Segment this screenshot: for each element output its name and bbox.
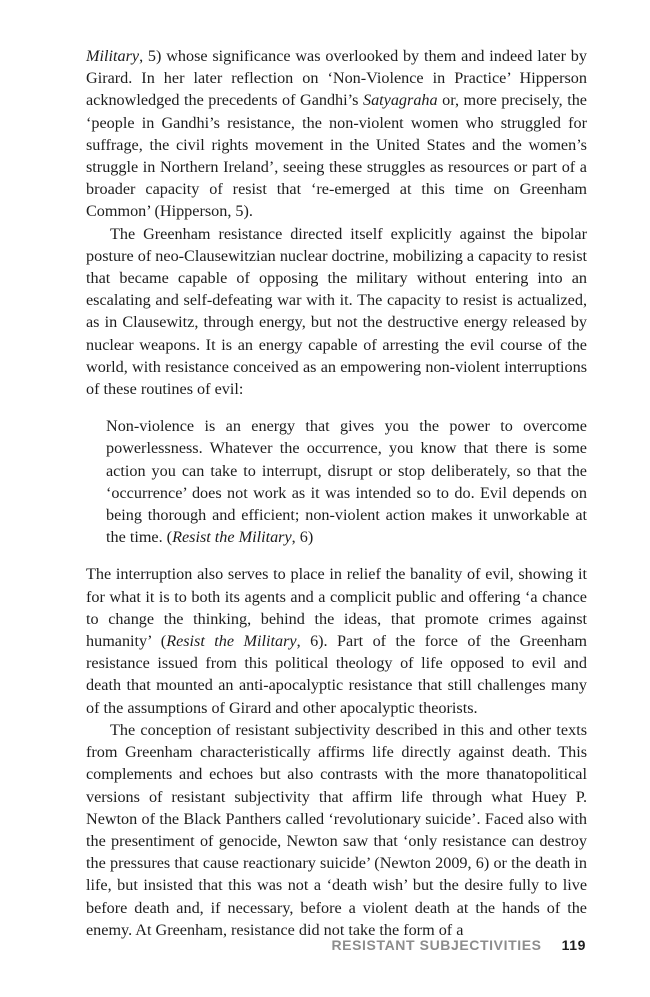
body-text (86, 45, 587, 941)
paragraph-1 (86, 45, 587, 223)
text-segment: The conception of resistant subjectivity described in this and other texts from Greenham characteristically affirms life directly against death. This complements and echoes but also contrasts with the more thanatopolitical versions of resistant subjectivity that affirm life through what Huey P. Newton of the Black Panthers called ‘revolutionary suicide’. Faced also with the presentiment of genocide, Newton saw that ‘only resistance can destroy the pressures that cause reactionary suicide’ (Newton 2009, 6) or the death in life, but insisted that this was not a ‘death wish’ but the desire fully to live before death and, if necessary, before a violent death at the hands of the enemy. At Greenham, resistance did not take the form of a (86, 720, 587, 939)
text-segment: Military (86, 47, 140, 65)
text-segment: Resist the Military (166, 632, 297, 651)
page-footer (331, 937, 586, 953)
block-quote (106, 415, 587, 548)
text-segment: The Greenham resistance directed itself explicitly against the bipolar posture of neo-Clausewitzian nuclear doctrine, mobilizing a capacity to resist that became capable of opposing the military without entering into an escalating and self-defeating war with it. The capacity to resist is actualized, as in Clausewitz, through energy, but not the destructive energy released by nuclear weapons. It is an energy capable of arresting the evil course of the world, with resistance conceived as an empowering non-violent interruptions of these routines of evil: (86, 224, 587, 399)
running-head: RESISTANT SUBJECTIVITIES (331, 937, 542, 953)
text-segment: , 6) (291, 528, 314, 547)
paragraph-3 (86, 563, 587, 718)
text-segment: Resist the Military (172, 528, 292, 547)
paragraph-2 (86, 223, 587, 401)
text-segment: or, more precisely, the ‘people in Gandhi’s resistance, the non-violent women who struggled for suffrage, the civil rights movement in the United States and the women’s struggle in Northern Ireland’, seeing these struggles as resources or part of a broader capacity of resist that ‘re-emerged at this time on Greenham Common’ (Hipperson, 5). (86, 91, 587, 221)
text-segment: , 6). Part of the force of the Greenham resistance issued from this political theology of life opposed to evil and death that mounted an anti-apocalyptic resistance that still challenges many of the assumptions of Girard and other apocalyptic theorists. (86, 632, 587, 717)
text-segment: The interruption also serves to place in relief the banality of evil, showing it for what it is to both its agents and a complicit public and offering ‘a chance to change the thinking, behind the ideas, that promote crimes against humanity’ ( (86, 565, 587, 651)
page-number: 119 (561, 937, 586, 953)
text-segment: Non-violence is an energy that gives you the power to overcome powerlessness. Whatever the occurrence, you know that there is some action you can take to interrupt, disrupt or stop deliberately, so that the ‘occurrence’ does not work as it was intended so to do. Evil depends on being thorough and efficient; non-violent action makes it unworkable at the time. ( (106, 417, 587, 547)
text-segment: Satyagraha (362, 91, 438, 110)
text-segment: , 5) whose significance was overlooked by them and indeed later by Girard. In her later reflection on ‘Non-Violence in Practice’ Hipperson acknowledged the precedents of Gandhi’s (86, 47, 587, 110)
paragraph-4 (86, 719, 587, 941)
